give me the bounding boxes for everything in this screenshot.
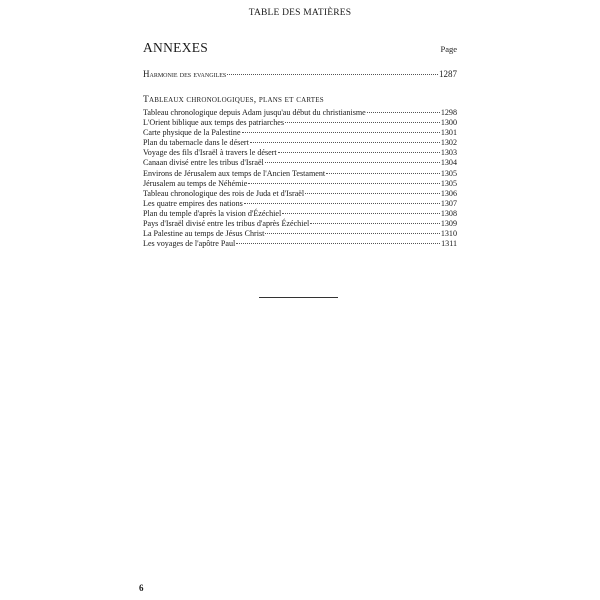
toc-entry-page: 1303 <box>440 148 457 158</box>
dot-leader <box>242 132 440 133</box>
toc-entry-title: Harmonie des evangiles <box>143 69 227 79</box>
dot-leader <box>282 213 440 214</box>
toc-entry[interactable] <box>143 108 457 118</box>
dot-leader <box>236 243 440 244</box>
subsection-heading: Tableaux chronologiques, plans et cartes <box>143 95 324 105</box>
toc-entry-title: Canaan divisé entre les tribus d'Israël <box>143 158 264 168</box>
toc-entries-list <box>143 108 457 249</box>
toc-entry[interactable] <box>143 199 457 209</box>
dot-leader <box>278 152 440 153</box>
dot-leader <box>227 74 438 75</box>
toc-entry[interactable] <box>143 138 457 148</box>
toc-entry[interactable] <box>143 209 457 219</box>
toc-entry-page: 1302 <box>440 138 457 148</box>
toc-entry[interactable] <box>143 169 457 179</box>
toc-entry-title: L'Orient biblique aux temps des patriarches <box>143 118 285 128</box>
toc-entry-title: La Palestine au temps de Jésus Christ <box>143 229 265 239</box>
section-header <box>143 40 457 56</box>
toc-entry[interactable] <box>143 179 457 189</box>
toc-entry-page: 1304 <box>440 158 457 168</box>
toc-entry[interactable] <box>143 189 457 199</box>
dot-leader <box>285 122 440 123</box>
toc-entry-page: 1305 <box>440 178 457 188</box>
toc-entry-title: Plan du tabernacle dans le désert <box>143 138 249 148</box>
dot-leader <box>310 223 440 224</box>
toc-entry-page: 1301 <box>440 128 457 138</box>
toc-entry[interactable] <box>143 239 457 249</box>
toc-entry[interactable] <box>143 229 457 239</box>
toc-entry[interactable] <box>143 219 457 229</box>
page-number: 6 <box>139 583 144 593</box>
toc-entry-page: 1308 <box>440 208 457 218</box>
dot-leader <box>248 183 440 184</box>
toc-entry-title: Jérusalem au temps de Néhémie <box>143 178 248 188</box>
running-head: TABLE DES MATIÈRES <box>248 8 352 18</box>
toc-entry-title: Plan du temple d'après la vision d'Ézéchiel <box>143 208 282 218</box>
page-column-label: Page <box>440 44 457 54</box>
toc-entry-title: Voyage des fils d'Israël à travers le désert <box>143 148 277 158</box>
toc-entry-title: Les voyages de l'apôtre Paul <box>143 239 236 249</box>
toc-entry-page: 1310 <box>440 229 457 239</box>
toc-entry-page: 1305 <box>440 168 457 178</box>
toc-entry-page: 1298 <box>440 108 457 117</box>
dot-leader <box>265 162 440 163</box>
toc-entry-page: 1309 <box>440 219 457 229</box>
toc-entry-title: Pays d'Israël divisé entre les tribus d'après Ézéchiel <box>143 219 310 229</box>
toc-entry-page: 1287 <box>439 69 457 79</box>
dot-leader <box>244 203 440 204</box>
dot-leader <box>250 142 440 143</box>
toc-entry-title: Les quatre empires des nations <box>143 198 243 208</box>
toc-entry-title: Tableau chronologique depuis Adam jusqu'au début du christianisme <box>143 108 366 117</box>
toc-entry-page: 1311 <box>441 239 457 249</box>
dot-leader <box>265 233 439 234</box>
toc-entry-harmony[interactable] <box>143 69 457 79</box>
section-divider <box>259 297 338 298</box>
toc-entry-page: 1307 <box>440 198 457 208</box>
toc-entry-page: 1306 <box>440 188 457 198</box>
toc-entry-title: Tableau chronologique des rois de Juda et d'Israël <box>143 188 305 198</box>
section-title: ANNEXES <box>143 40 209 55</box>
toc-entry[interactable] <box>143 128 457 138</box>
dot-leader <box>305 193 440 194</box>
dot-leader <box>326 173 440 174</box>
toc-entry[interactable] <box>143 118 457 128</box>
toc-entry-page: 1300 <box>440 118 457 128</box>
toc-entry[interactable] <box>143 148 457 158</box>
toc-entry[interactable] <box>143 158 457 168</box>
dot-leader <box>367 112 440 113</box>
toc-entry-title: Environs de Jérusalem aux temps de l'Ancien Testament <box>143 168 326 178</box>
toc-entry-title: Carte physique de la Palestine <box>143 128 241 138</box>
